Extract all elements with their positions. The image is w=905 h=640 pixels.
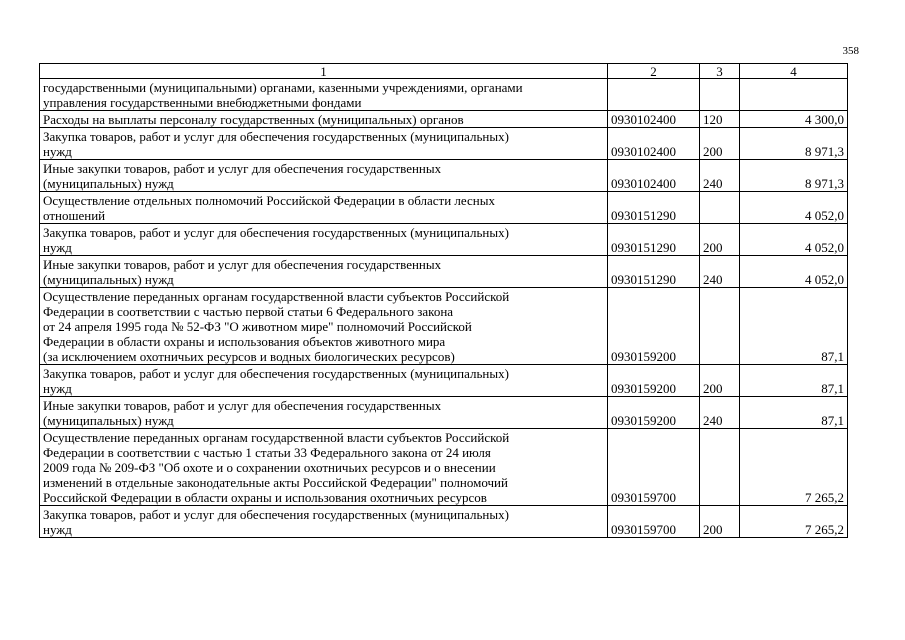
description-line: Расходы на выплаты персоналу государственных (муниципальных) органов bbox=[43, 112, 464, 127]
row-expense-kind: 240 bbox=[700, 160, 740, 192]
row-amount: 4 052,0 bbox=[740, 224, 848, 256]
row-description bbox=[40, 224, 608, 256]
row-target-code: 0930151290 bbox=[608, 256, 700, 288]
row-amount: 4 300,0 bbox=[740, 111, 848, 128]
row-target-code: 0930102400 bbox=[608, 160, 700, 192]
row-target-code: 0930102400 bbox=[608, 128, 700, 160]
column-header-4: 4 bbox=[740, 64, 848, 79]
row-description bbox=[40, 506, 608, 538]
description-line: 2009 года № 209-ФЗ "Об охоте и о сохранении охотничьих ресурсов и о внесении bbox=[43, 460, 496, 475]
row-target-code: 0930159200 bbox=[608, 397, 700, 429]
row-expense-kind bbox=[700, 288, 740, 365]
table-row bbox=[40, 288, 848, 365]
row-amount: 7 265,2 bbox=[740, 506, 848, 538]
description-line: Иные закупки товаров, работ и услуг для обеспечения государственных bbox=[43, 398, 442, 413]
description-line: (за исключением охотничьих ресурсов и водных биологических ресурсов) bbox=[43, 349, 455, 364]
table-header-row bbox=[40, 64, 848, 79]
row-target-code: 0930159700 bbox=[608, 506, 700, 538]
row-amount: 7 265,2 bbox=[740, 429, 848, 506]
description-line: нужд bbox=[43, 240, 72, 255]
row-description bbox=[40, 365, 608, 397]
description-line: Осуществление отдельных полномочий Российской Федерации в области лесных bbox=[43, 193, 495, 208]
table-row bbox=[40, 160, 848, 192]
row-expense-kind bbox=[700, 79, 740, 111]
description-line: Осуществление переданных органам государственной власти субъектов Российской bbox=[43, 430, 510, 445]
row-description bbox=[40, 192, 608, 224]
row-expense-kind: 240 bbox=[700, 397, 740, 429]
column-header-1: 1 bbox=[40, 64, 608, 79]
table-row bbox=[40, 397, 848, 429]
row-target-code: 0930151290 bbox=[608, 224, 700, 256]
table-row bbox=[40, 256, 848, 288]
row-target-code: 0930151290 bbox=[608, 192, 700, 224]
table-row bbox=[40, 506, 848, 538]
description-line: Иные закупки товаров, работ и услуг для обеспечения государственных bbox=[43, 161, 442, 176]
row-target-code: 0930159700 bbox=[608, 429, 700, 506]
row-expense-kind: 120 bbox=[700, 111, 740, 128]
table-row bbox=[40, 128, 848, 160]
row-amount: 8 971,3 bbox=[740, 128, 848, 160]
row-expense-kind bbox=[700, 429, 740, 506]
description-line: Российской Федерации в области охраны и использования охотничьих ресурсов bbox=[43, 490, 487, 505]
row-description bbox=[40, 397, 608, 429]
row-target-code: 0930159200 bbox=[608, 365, 700, 397]
row-amount: 87,1 bbox=[740, 397, 848, 429]
description-line: нужд bbox=[43, 381, 72, 396]
table-body bbox=[40, 79, 848, 538]
row-target-code: 0930159200 bbox=[608, 288, 700, 365]
description-line: от 24 апреля 1995 года № 52-ФЗ "О животном мире" полномочий Российской bbox=[43, 319, 472, 334]
row-amount: 87,1 bbox=[740, 288, 848, 365]
table-row bbox=[40, 365, 848, 397]
description-line: Федерации в соответствии с частью первой статьи 6 Федерального закона bbox=[43, 304, 454, 319]
row-description bbox=[40, 256, 608, 288]
column-header-2: 2 bbox=[608, 64, 700, 79]
row-description bbox=[40, 160, 608, 192]
row-description bbox=[40, 111, 608, 128]
page-number: 358 bbox=[842, 45, 859, 57]
row-expense-kind: 200 bbox=[700, 506, 740, 538]
description-line: (муниципальных) нужд bbox=[43, 176, 174, 191]
row-target-code bbox=[608, 79, 700, 111]
row-expense-kind bbox=[700, 192, 740, 224]
table-row bbox=[40, 192, 848, 224]
row-amount: 87,1 bbox=[740, 365, 848, 397]
description-line: (муниципальных) нужд bbox=[43, 413, 174, 428]
description-line: Закупка товаров, работ и услуг для обеспечения государственных (муниципальных) bbox=[43, 366, 509, 381]
row-expense-kind: 240 bbox=[700, 256, 740, 288]
row-description bbox=[40, 79, 608, 111]
row-target-code: 0930102400 bbox=[608, 111, 700, 128]
description-line: изменений в отдельные законодательные акты Российской Федерации" полномочий bbox=[43, 475, 508, 490]
row-amount bbox=[740, 79, 848, 111]
table-row bbox=[40, 429, 848, 506]
description-line: Иные закупки товаров, работ и услуг для обеспечения государственных bbox=[43, 257, 442, 272]
description-line: Осуществление переданных органам государственной власти субъектов Российской bbox=[43, 289, 510, 304]
row-amount: 8 971,3 bbox=[740, 160, 848, 192]
description-line: нужд bbox=[43, 144, 72, 159]
description-line: управления государственными внебюджетными фондами bbox=[43, 95, 362, 110]
description-line: Федерации в соответствии с частью 1 статьи 33 Федерального закона от 24 июля bbox=[43, 445, 491, 460]
description-line: Федерации в области охраны и использования объектов животного мира bbox=[43, 334, 446, 349]
description-line: (муниципальных) нужд bbox=[43, 272, 174, 287]
description-line: нужд bbox=[43, 522, 72, 537]
row-amount: 4 052,0 bbox=[740, 256, 848, 288]
description-line: отношений bbox=[43, 208, 106, 223]
row-description bbox=[40, 288, 608, 365]
row-expense-kind: 200 bbox=[700, 224, 740, 256]
description-line: Закупка товаров, работ и услуг для обеспечения государственных (муниципальных) bbox=[43, 507, 509, 522]
row-description bbox=[40, 128, 608, 160]
table-row bbox=[40, 111, 848, 128]
budget-table bbox=[39, 63, 848, 538]
row-expense-kind: 200 bbox=[700, 365, 740, 397]
table-row bbox=[40, 79, 848, 111]
table-row bbox=[40, 224, 848, 256]
row-amount: 4 052,0 bbox=[740, 192, 848, 224]
column-header-3: 3 bbox=[700, 64, 740, 79]
description-line: Закупка товаров, работ и услуг для обеспечения государственных (муниципальных) bbox=[43, 225, 509, 240]
description-line: Закупка товаров, работ и услуг для обеспечения государственных (муниципальных) bbox=[43, 129, 509, 144]
row-expense-kind: 200 bbox=[700, 128, 740, 160]
row-description bbox=[40, 429, 608, 506]
description-line: государственными (муниципальными) органами, казенными учреждениями, органами bbox=[43, 80, 523, 95]
